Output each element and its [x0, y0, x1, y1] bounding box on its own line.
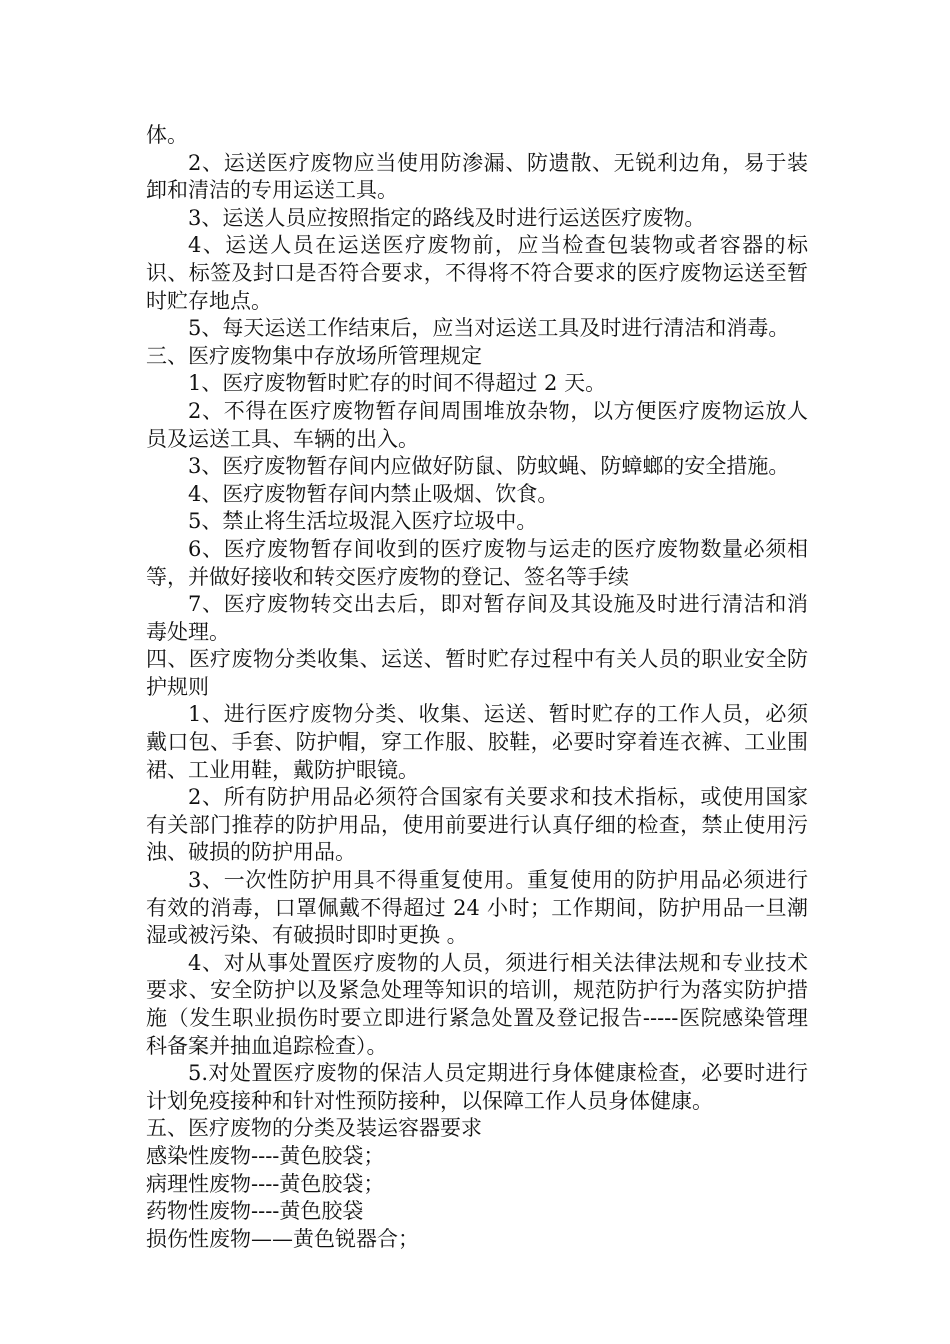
section-heading-protection: 四、医疗废物分类收集、运送、暂时贮存过程中有关人员的职业安全防护规则 — [146, 647, 808, 699]
list-item-pathological: 病理性废物----黄色胶袋； — [146, 1171, 385, 1196]
paragraph-no-household-waste: 5、禁止将生活垃圾混入医疗垃圾中。 — [188, 509, 538, 534]
section-heading-storage: 三、医疗废物集中存放场所管理规定 — [146, 343, 482, 368]
paragraph-continuation: 体。 — [146, 123, 188, 147]
paragraph-tool-disinfection: 5、每天运送工作结束后，应当对运送工具及时进行清洁和消毒。 — [188, 316, 790, 341]
paragraph-packaging-check: 4、运送人员在运送医疗废物前，应当检查包装物或者容器的标识、标签及封口是否符合要求，不得将不符合要求的医疗废物运送至暂时贮存地点。 — [146, 233, 808, 313]
paragraph-transport-tools: 2、运送医疗废物应当使用防渗漏、防遗散、无锐利边角，易于装卸和清洁的专用运送工具。 — [146, 150, 808, 203]
document-body — [146, 122, 808, 1253]
paragraph-transport-route: 3、运送人员应按照指定的路线及时进行运送医疗废物。 — [188, 205, 706, 230]
paragraph-storage-duration: 1、医疗废物暂时贮存的时间不得超过 2 天。 — [188, 371, 607, 396]
paragraph-disposable-gear: 3、一次性防护用具不得重复使用。重复使用的防护用品必须进行有效的消毒，口罩佩戴不得超过 24 小时；工作期间，防护用品一旦潮湿或被污染、有破损时即时更换 。 — [146, 868, 808, 948]
section-heading-classification: 五、医疗废物的分类及装运容器要求 — [146, 1116, 482, 1141]
list-item-pharmaceutical: 药物性废物----黄色胶袋 — [146, 1199, 364, 1224]
paragraph-post-transfer-clean: 7、医疗废物转交出去后，即对暂存间及其设施及时进行清洁和消毒处理。 — [146, 592, 808, 644]
list-item-sharps: 损伤性废物——黄色锐器合； — [146, 1226, 419, 1251]
paragraph-no-smoking: 4、医疗废物暂存间内禁止吸烟、饮食。 — [188, 481, 559, 506]
paragraph-pest-control: 3、医疗废物暂存间内应做好防鼠、防蚊蝇、防蟑螂的安全措施。 — [188, 454, 790, 479]
paragraph-quantity-records: 6、医疗废物暂存间收到的医疗废物与运走的医疗废物数量必须相等，并做好接收和转交医疗废物的登记、签名等手续 — [146, 536, 808, 589]
paragraph-no-clutter: 2、不得在医疗废物暂存间周围堆放杂物，以方便医疗废物运放人员及运送工具、车辆的出入。 — [146, 398, 808, 451]
list-item-infectious: 感染性废物----黄色胶袋； — [146, 1143, 385, 1168]
paragraph-gear-standards: 2、所有防护用品必须符合国家有关要求和技术指标，或使用国家有关部门推荐的防护用品，使用前要进行认真仔细的检查，禁止使用污浊、破损的防护用品。 — [146, 785, 808, 865]
paragraph-protective-gear: 1、进行医疗废物分类、收集、运送、暂时贮存的工作人员，必须戴口包、手套、防护帽，穿工作服、胶鞋，必要时穿着连衣裤、工业围裙、工业用鞋，戴防护眼镜。 — [146, 702, 808, 782]
paragraph-health-checks: 5.对处置医疗废物的保洁人员定期进行身体健康检查，必要时进行计划免疫接种和针对性预防接种，以保障工作人员身体健康。 — [146, 1061, 808, 1113]
paragraph-training: 4、对从事处置医疗废物的人员，须进行相关法律法规和专业技术要求、安全防护以及紧急处理等知识的培训，规范防护行为落实防护措施（发生职业损伤时要立即进行紧急处置及登记报告-----医院感染管理科备案并抽血追踪检查）。 — [146, 950, 808, 1058]
